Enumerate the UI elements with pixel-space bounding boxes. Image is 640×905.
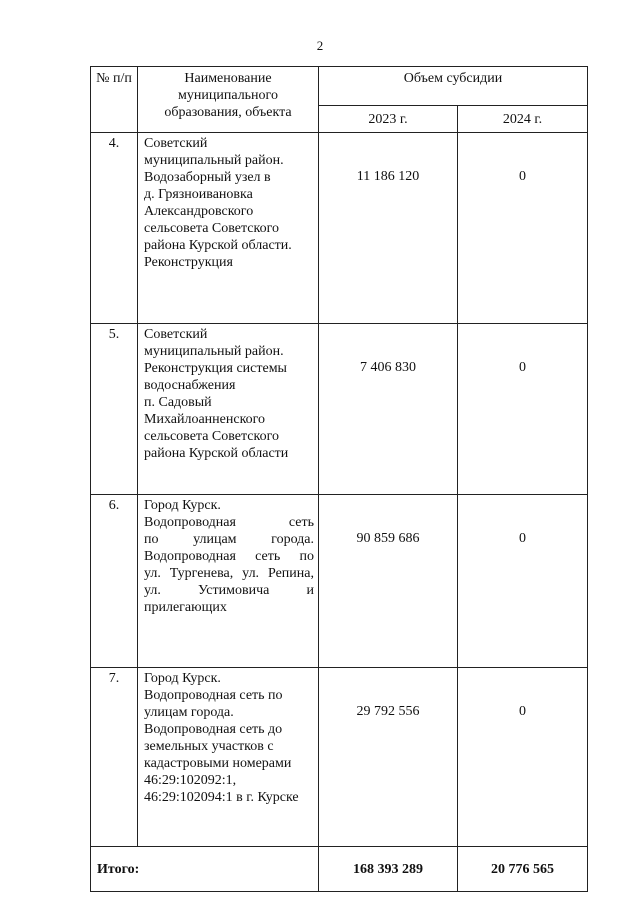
- name-line: Водозаборный узел в: [144, 170, 271, 185]
- name-line: Реконструкция системы: [144, 361, 287, 376]
- row-object-name: [138, 133, 319, 324]
- name-line: муниципальный район.: [144, 153, 284, 168]
- name-line: улицам города.: [144, 705, 234, 720]
- name-line: сельсовета Советского: [144, 429, 279, 444]
- row-object-name: [138, 668, 319, 847]
- name-line: сельсовета Советского: [144, 221, 279, 236]
- name-line: Советский: [144, 136, 208, 151]
- header-name: Наименование муниципального образования, объекта: [138, 67, 319, 133]
- total-row: [91, 847, 588, 892]
- name-line: по улицам города.: [144, 532, 314, 547]
- row-value-2023: 90 859 686: [319, 495, 458, 668]
- name-line: прилегающих: [144, 600, 227, 615]
- name-line: п. Садовый: [144, 395, 212, 410]
- row-value-2023: 7 406 830: [319, 324, 458, 495]
- page-number: 2: [316, 38, 324, 53]
- row-object-name: [138, 324, 319, 495]
- name-line: Водопроводная сеть до: [144, 722, 283, 737]
- row-value-2024: 0: [458, 495, 588, 668]
- row-value-2024: 0: [458, 668, 588, 847]
- name-line: Водопроводная сеть: [144, 515, 314, 530]
- row-number: 7.: [91, 668, 138, 847]
- name-line: муниципальный район.: [144, 344, 284, 359]
- name-line: Реконструкция: [144, 255, 233, 270]
- row-object-name: [138, 495, 319, 668]
- name-line: Город Курск.: [144, 671, 221, 686]
- name-line: земельных участков с: [144, 739, 274, 754]
- name-line: кадастровыми номерами: [144, 756, 292, 771]
- name-line: района Курской области.: [144, 238, 292, 253]
- name-line: 46:29:102092:1,: [144, 773, 237, 788]
- name-line: Водопроводная сеть по: [144, 688, 283, 703]
- name-line: д. Грязноивановка: [144, 187, 253, 202]
- name-line: ул. Устимовича и: [144, 583, 314, 598]
- name-line: Город Курск.: [144, 498, 221, 513]
- name-line: водоснабжения: [144, 378, 236, 393]
- row-value-2023: 11 186 120: [319, 133, 458, 324]
- name-line: района Курской области: [144, 446, 289, 461]
- row-value-2023: 29 792 556: [319, 668, 458, 847]
- row-number: 4.: [91, 133, 138, 324]
- header-volume: Объем субсидии: [319, 67, 588, 106]
- row-value-2024: 0: [458, 324, 588, 495]
- name-line: Советский: [144, 327, 208, 342]
- name-line: Михайлоанненского: [144, 412, 266, 427]
- name-line: Александровского: [144, 204, 254, 219]
- total-value-2023: 168 393 289: [319, 847, 458, 892]
- table-header-row: [91, 67, 588, 106]
- table-row: [91, 495, 588, 668]
- row-number: 5.: [91, 324, 138, 495]
- subsidy-table: [90, 66, 588, 892]
- row-number: 6.: [91, 495, 138, 668]
- total-label: Итого:: [91, 847, 319, 892]
- table-row: [91, 133, 588, 324]
- table-row: [91, 324, 588, 495]
- table-row: [91, 668, 588, 847]
- name-line: ул. Тургенева, ул. Репина,: [144, 566, 314, 581]
- header-num: № п/п: [91, 67, 138, 133]
- name-line: 46:29:102094:1 в г. Курске: [144, 790, 299, 805]
- row-value-2024: 0: [458, 133, 588, 324]
- header-year-2023: 2023 г.: [319, 106, 458, 133]
- total-value-2024: 20 776 565: [458, 847, 588, 892]
- header-year-2024: 2024 г.: [458, 106, 588, 133]
- name-line: Водопроводная сеть по: [144, 549, 314, 564]
